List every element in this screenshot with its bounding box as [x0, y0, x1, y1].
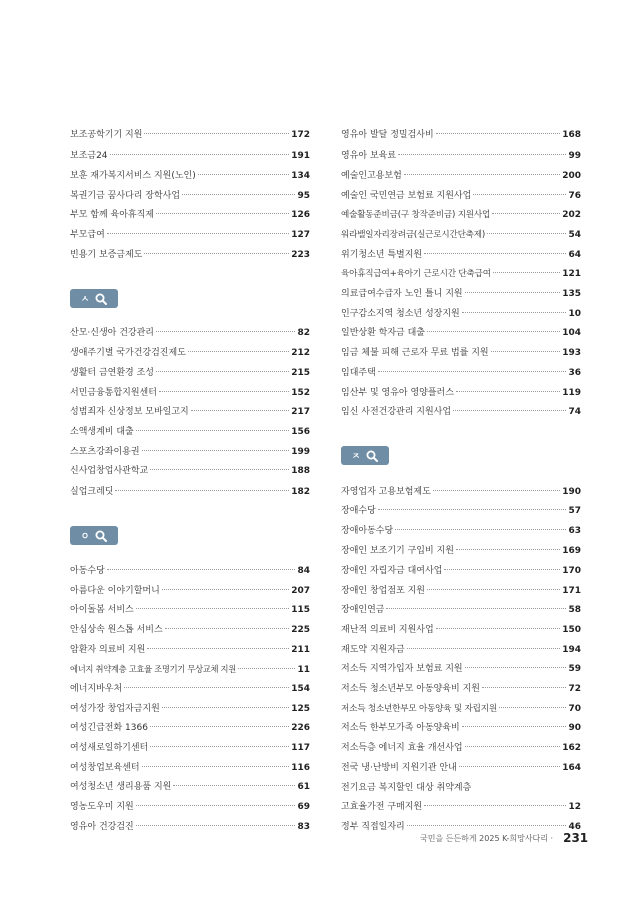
- page-number: 231: [563, 831, 589, 845]
- index-entry: [341, 660, 581, 678]
- index-entry: [341, 502, 581, 520]
- index-entry: [341, 324, 581, 342]
- index-entry: [70, 364, 310, 382]
- entry-page: 170: [562, 566, 581, 576]
- entry-page: 82: [297, 328, 310, 338]
- index-entry: [341, 522, 581, 540]
- entry-page: 121: [562, 269, 581, 279]
- dot-leader: [136, 430, 289, 431]
- section-badge-j: [341, 446, 389, 465]
- entry-title: 임신 사전건강관리 지원사업: [341, 407, 452, 417]
- entry-page: 200: [562, 171, 581, 181]
- entry-title: 여성긴급전화 1366: [70, 723, 148, 733]
- index-entry: [70, 562, 310, 580]
- index-entry: [341, 285, 581, 303]
- search-icon: [95, 293, 107, 305]
- dot-leader: [465, 746, 561, 747]
- entry-title: 여성청소년 생리용품 지원: [70, 782, 172, 792]
- dot-leader: [156, 213, 289, 214]
- index-entry: [70, 206, 310, 224]
- entry-title: 실업크레딧: [70, 487, 114, 497]
- entry-page: 215: [291, 368, 310, 378]
- dot-leader: [456, 391, 560, 392]
- entry-title: 예술활동준비금(구 창작준비금) 지원사업: [341, 210, 491, 220]
- entry-page: 134: [291, 171, 310, 181]
- entry-title: 재도약 지원자금: [341, 645, 405, 655]
- entry-title: 성범죄자 신상정보 모바일고지: [70, 407, 189, 417]
- index-entry: [70, 759, 310, 777]
- dot-leader: [395, 529, 566, 530]
- index-entry: [70, 167, 310, 185]
- dot-leader: [136, 825, 296, 826]
- index-entry: [341, 246, 581, 264]
- entry-title: 스포츠강좌이용권: [70, 447, 140, 457]
- entry-title: 임산부 및 영유아 영양플러스: [341, 388, 454, 398]
- dot-leader: [165, 628, 290, 629]
- dot-leader: [144, 133, 289, 134]
- entry-title: 서민금융통합지원센터: [70, 388, 157, 398]
- dot-leader: [150, 726, 289, 727]
- entry-page: 54: [568, 230, 581, 240]
- entry-page: 115: [291, 605, 310, 615]
- entry-page: 169: [562, 546, 581, 556]
- dot-leader: [156, 371, 289, 372]
- index-entry: [341, 719, 581, 737]
- index-entry: [341, 364, 581, 382]
- entry-title: 저소득 지역가입자 보험료 지원: [341, 664, 463, 674]
- dot-leader: [107, 233, 289, 234]
- dot-leader: [150, 746, 289, 747]
- entry-page: 217: [291, 407, 310, 417]
- entry-page: 63: [568, 526, 581, 536]
- entry-title: 영유아 보육료: [341, 151, 397, 161]
- entry-page: 188: [291, 466, 310, 476]
- dot-leader: [386, 608, 566, 609]
- section-letter: ㅈ: [351, 452, 361, 462]
- dot-leader: [142, 766, 290, 767]
- entry-title: 일반상환 학자금 대출: [341, 328, 425, 338]
- index-entry: [341, 226, 581, 244]
- entry-page: 156: [291, 427, 310, 437]
- entry-title: 보조공학기기 지원: [70, 130, 143, 140]
- index-entry: [70, 403, 310, 421]
- entry-page: 104: [562, 328, 581, 338]
- dot-leader: [378, 371, 567, 372]
- dot-leader: [156, 331, 296, 332]
- dot-leader: [482, 687, 566, 688]
- entry-page: 182: [291, 487, 310, 497]
- entry-title: 고효율가전 구매지원: [341, 802, 423, 812]
- index-entry: [341, 700, 581, 718]
- entry-page: 172: [291, 130, 310, 140]
- dot-leader: [144, 253, 289, 254]
- entry-title: 위기청소년 특별지원: [341, 250, 423, 260]
- entry-page: 152: [291, 388, 310, 398]
- entry-title: 임대주택: [341, 368, 376, 378]
- entry-page: 84: [297, 566, 310, 576]
- entry-title: 여성창업보육센터: [70, 763, 140, 773]
- index-entry: [70, 187, 310, 205]
- dot-leader: [188, 351, 289, 352]
- entry-title: 예술인고용보험: [341, 171, 402, 181]
- entry-page: 194: [562, 645, 581, 655]
- entry-title: 장애아동수당: [341, 526, 394, 536]
- entry-page: 76: [568, 191, 581, 201]
- entry-title: 전기요금 복지할인 대상 취약계층: [341, 783, 472, 793]
- entry-page: 95: [297, 191, 310, 201]
- entry-page: 190: [562, 487, 581, 497]
- index-entry: [70, 700, 310, 718]
- dot-leader: [162, 707, 289, 708]
- entry-title: 임금 체불 피해 근로자 무료 법률 지원: [341, 348, 489, 358]
- dot-leader: [407, 648, 560, 649]
- entry-title: 소액생계비 대출: [70, 427, 134, 437]
- entry-page: 57: [568, 506, 581, 516]
- index-entry: [70, 384, 310, 402]
- entry-page: 125: [291, 704, 310, 714]
- entry-page: 168: [562, 130, 581, 140]
- entry-title: 영유아 건강검진: [70, 822, 134, 832]
- entry-page: 162: [562, 743, 581, 753]
- index-entry: [70, 641, 310, 659]
- dot-leader: [459, 766, 560, 767]
- dot-leader: [424, 805, 566, 806]
- index-entry: [70, 126, 310, 144]
- section-letter: ㅇ: [80, 532, 90, 542]
- dot-leader: [492, 213, 560, 214]
- entry-title: 인구감소지역 청소년 성장지원: [341, 309, 460, 319]
- index-entry: [70, 778, 310, 796]
- index-entry: [341, 621, 581, 639]
- dot-leader: [465, 292, 561, 293]
- entry-title: 장애수당: [341, 506, 376, 516]
- entry-title: 영농도우미 지원: [70, 802, 134, 812]
- entry-page: 72: [568, 684, 581, 694]
- entry-page: 207: [291, 586, 310, 596]
- dot-leader: [433, 490, 560, 491]
- dot-leader: [424, 253, 566, 254]
- footer-text: 국민을 든든하게 2025 K-희망사다리 ·: [420, 833, 554, 843]
- entry-page: 223: [291, 250, 310, 260]
- entry-title: 저소득 청소년한부모 아동양육 및 자립지원: [341, 704, 497, 714]
- dot-leader: [182, 194, 295, 195]
- entry-title: 부모급여: [70, 230, 105, 240]
- entry-page: 199: [291, 447, 310, 457]
- entry-title: 에너지바우처: [70, 684, 123, 694]
- entry-title: 저소득 청소년부모 아동양육비 지원: [341, 684, 480, 694]
- entry-page: 126: [291, 210, 310, 220]
- dot-leader: [427, 331, 560, 332]
- dot-leader: [136, 805, 296, 806]
- entry-page: 202: [562, 210, 581, 220]
- entry-page: 226: [291, 723, 310, 733]
- dot-leader: [462, 312, 567, 313]
- entry-title: 장애인 보조기기 구입비 지원: [341, 546, 454, 556]
- dot-leader: [115, 490, 289, 491]
- entry-page: 119: [562, 388, 581, 398]
- index-entry: [341, 582, 581, 600]
- section-badge-o: [70, 526, 118, 545]
- dot-leader: [398, 154, 566, 155]
- index-entry: [341, 265, 581, 283]
- dot-leader: [147, 648, 289, 649]
- entry-title: 장애인 창업점포 지원: [341, 586, 425, 596]
- entry-title: 생애주기별 국가건강검진제도: [70, 348, 186, 358]
- dot-leader: [491, 351, 561, 352]
- index-entry: [70, 582, 310, 600]
- dot-leader: [473, 194, 566, 195]
- index-entry: [70, 462, 310, 480]
- entry-title: 전국 냉·난방비 지원기관 안내: [341, 763, 457, 773]
- entry-title: 재난적 의료비 지원사업: [341, 625, 434, 635]
- dot-leader: [124, 687, 289, 688]
- entry-title: 육아휴직급여+육아기 근로시간 단축급여: [341, 269, 491, 279]
- entry-title: 신사업창업사관학교: [70, 466, 149, 476]
- entry-page: 46: [568, 822, 581, 832]
- entry-title: 복권기금 꿈사다리 장학사업: [70, 191, 181, 201]
- entry-title: 예술인 국민연금 보험료 지원사업: [341, 191, 472, 201]
- entry-title: 자영업자 고용보험제도: [341, 487, 431, 497]
- entry-title: 아이돌봄 서비스: [70, 605, 134, 615]
- entry-page: 117: [291, 743, 310, 753]
- entry-page: 59: [568, 664, 581, 674]
- dot-leader: [436, 628, 561, 629]
- entry-page: 212: [291, 348, 310, 358]
- entry-page: 225: [291, 625, 310, 635]
- dot-leader: [465, 667, 567, 668]
- entry-title: 암환자 의료비 지원: [70, 645, 146, 655]
- index-entry: [70, 739, 310, 757]
- index-entry: [341, 167, 581, 185]
- dot-leader: [173, 785, 295, 786]
- index-entry: [341, 680, 581, 698]
- entry-page: 171: [562, 586, 581, 596]
- dot-leader: [456, 549, 560, 550]
- entry-page: 127: [291, 230, 310, 240]
- entry-page: 135: [562, 289, 581, 299]
- dot-leader: [427, 589, 560, 590]
- entry-page: 61: [297, 782, 310, 792]
- entry-page: 64: [568, 250, 581, 260]
- entry-title: 에너지 취약계층 고효율 조명기기 무상교체 지원: [70, 664, 236, 674]
- index-entry: [70, 601, 310, 619]
- entry-title: 저소득 한부모가족 아동양육비: [341, 723, 460, 733]
- index-entry: [70, 147, 310, 165]
- entry-title: 의료급여수급자 노인 틀니 지원: [341, 289, 463, 299]
- dot-leader: [444, 569, 560, 570]
- index-entry: [341, 601, 581, 619]
- entry-title: 안심상속 원스톱 서비스: [70, 625, 163, 635]
- index-entry: [341, 187, 581, 205]
- index-entry: [70, 344, 310, 362]
- entry-title: 보조금24: [70, 151, 108, 161]
- index-entry: [341, 562, 581, 580]
- index-entry: [70, 443, 310, 461]
- dot-leader: [110, 154, 290, 155]
- index-entry: [70, 324, 310, 342]
- index-entry: [70, 423, 310, 441]
- entry-title: 여성가장 창업자금지원: [70, 704, 160, 714]
- dot-leader: [142, 450, 290, 451]
- entry-page: 116: [291, 763, 310, 773]
- entry-title: 장애인 자립자금 대여사업: [341, 566, 443, 576]
- entry-title: 아름다운 이야기할머니: [70, 586, 160, 596]
- index-entry: [70, 226, 310, 244]
- dot-leader: [493, 272, 560, 273]
- entry-title: 산모·신생아 건강관리: [70, 328, 154, 338]
- entry-page: 36: [568, 368, 581, 378]
- index-entry: [341, 305, 581, 323]
- dot-leader: [378, 509, 567, 510]
- dot-leader: [198, 174, 289, 175]
- entry-page: 11: [297, 665, 310, 675]
- dot-leader: [436, 133, 561, 134]
- dot-leader: [453, 410, 566, 411]
- dot-leader: [462, 726, 567, 727]
- index-entry: [341, 641, 581, 659]
- index-entry: [341, 206, 581, 224]
- index-entry: [341, 798, 581, 816]
- dot-leader: [162, 589, 289, 590]
- index-entry: [70, 483, 310, 501]
- section-letter: ㅅ: [80, 295, 90, 305]
- entry-title: 아동수당: [70, 566, 105, 576]
- index-entry: [341, 779, 581, 797]
- dot-leader: [404, 174, 560, 175]
- dot-leader: [191, 410, 289, 411]
- entry-title: 보훈 재가복지서비스 지원(노인): [70, 171, 196, 181]
- search-icon: [366, 450, 378, 462]
- index-entry: [341, 759, 581, 777]
- index-entry: [70, 680, 310, 698]
- entry-title: 생활터 금연환경 조성: [70, 368, 154, 378]
- page-footer: [420, 829, 588, 847]
- index-entry: [70, 818, 310, 836]
- entry-title: 저소득층 에너지 효율 개선사업: [341, 743, 463, 753]
- index-entry: [70, 246, 310, 264]
- section-badge-s: [70, 289, 118, 308]
- dot-leader: [487, 233, 566, 234]
- entry-page: 69: [297, 802, 310, 812]
- index-entry: [70, 621, 310, 639]
- entry-title: 여성새로일하기센터: [70, 743, 149, 753]
- entry-page: 58: [568, 605, 581, 615]
- index-entry: [341, 384, 581, 402]
- entry-page: 191: [291, 151, 310, 161]
- entry-page: 150: [562, 625, 581, 635]
- entry-page: 211: [291, 645, 310, 655]
- index-entry: [70, 798, 310, 816]
- entry-title: 영유아 발달 정밀검사비: [341, 130, 434, 140]
- entry-title: 워라밸일자리장려금(실근로시간단축제): [341, 230, 486, 240]
- entry-page: 154: [291, 684, 310, 694]
- index-entry: [341, 739, 581, 757]
- entry-page: 70: [568, 704, 581, 714]
- entry-page: 12: [568, 802, 581, 812]
- index-entry: [70, 660, 310, 678]
- entry-page: 10: [568, 309, 581, 319]
- dot-leader: [499, 707, 567, 708]
- index-entry: [341, 344, 581, 362]
- entry-title: 빈용기 보증금제도: [70, 250, 143, 260]
- dot-leader: [136, 608, 289, 609]
- dot-leader: [150, 469, 289, 470]
- entry-page: 74: [568, 407, 581, 417]
- dot-leader: [407, 825, 567, 826]
- search-icon: [95, 530, 107, 542]
- index-entry: [341, 126, 581, 144]
- index-entry: [341, 542, 581, 560]
- index-entry: [70, 719, 310, 737]
- entry-page: 90: [568, 723, 581, 733]
- entry-page: 193: [562, 348, 581, 358]
- dot-leader: [159, 391, 289, 392]
- entry-title: 장애인연금: [341, 605, 385, 615]
- index-entry: [341, 147, 581, 165]
- dot-leader: [107, 569, 296, 570]
- entry-title: 부모 함께 육아휴직제: [70, 210, 154, 220]
- index-entry: [341, 483, 581, 501]
- index-entry: [341, 403, 581, 421]
- entry-title: 정부 직접일자리: [341, 822, 405, 832]
- entry-page: 164: [562, 763, 581, 773]
- dot-leader: [238, 668, 295, 669]
- entry-page: 83: [297, 822, 310, 832]
- entry-page: 99: [568, 151, 581, 161]
